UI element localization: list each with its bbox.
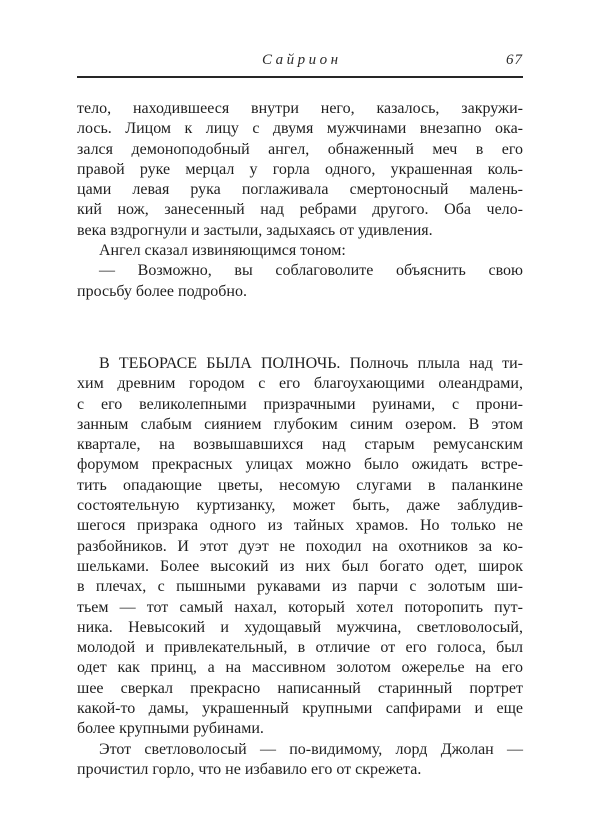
paragraph (77, 99, 523, 241)
text-line: просьбу более подробно. (77, 282, 247, 300)
text-line: состоятельную куртизанку, может быть, даже заблудив- (77, 497, 523, 515)
text-line: тело, находившееся внутри него, казалось, закружи- (77, 100, 523, 117)
text-line: лось. Лицом к лицу с двумя мужчинами внезапно ока- (77, 120, 523, 138)
text-line: века вздрогнули и застыли, задыхаясь от удивления. (77, 221, 433, 239)
text-line: какой-то дамы, украшенный крупными сапфирами и еще (77, 700, 523, 718)
text-line: цами левая рука поглаживала смертоносный малень- (77, 181, 523, 199)
text-line: в плечах, с пышными рукавами из парчи с золотым ши- (77, 578, 523, 596)
text-line: В ТЕБОРАСЕ БЫЛА ПОЛНОЧЬ. Полночь плыла над ти- (99, 354, 523, 372)
text-line: прочистил горло, что не избавило его от скрежета. (77, 760, 422, 778)
text-line: одет как принц, а на массивном золотом ожерелье на его (77, 659, 523, 677)
header-rule (77, 76, 523, 78)
paragraph (77, 241, 523, 261)
text-line: с его великолепными призрачными руинами, с прони- (77, 395, 523, 413)
text-line: форумом прекрасных улицах можно было ожидать встре- (77, 456, 523, 474)
paragraph (77, 261, 523, 302)
text-line: — Возможно, вы соблаговолите объяснить свою (99, 262, 523, 280)
text-line: зался демоноподобный ангел, обнаженный меч в его (77, 140, 523, 158)
text-line: молодой и привлекательный, в отличие от его голоса, был (77, 639, 523, 657)
text-line: квартале, на возвышавшихся над старым ремусанским (77, 436, 523, 454)
text-line: ника. Невысокий и худощавый мужчина, светловолосый, (77, 618, 523, 636)
page-number: 67 (506, 52, 523, 68)
text-line: хим древним городом с его благоухающими олеандрами, (77, 375, 523, 393)
paragraph (77, 740, 523, 781)
running-title: Сайрион (261, 52, 342, 68)
text-line: шее сверкал прекрасно написанный старинный портрет (77, 679, 523, 697)
text-line: шегося призрака одного из тайных храмов. Но только не (77, 517, 523, 535)
paragraph (77, 354, 523, 740)
text-line: Этот светловолосый — по-видимому, лорд Джолан — (99, 740, 523, 758)
text-line: шельками. Более высокий из них был богато одет, широк (77, 557, 523, 575)
text-line: тить опадающие цветы, несомую слугами в паланкине (77, 476, 523, 494)
text-line: разбойников. И этот дуэт не походил на охотников за ко- (77, 537, 523, 555)
page-content (77, 52, 523, 780)
page-header (77, 52, 523, 69)
body-text (77, 99, 523, 780)
text-line: занным слабым сиянием глубоким синим озером. В этом (77, 415, 523, 433)
text-line: более крупными рубинами. (77, 720, 264, 738)
text-line: тьем — тот самый нахал, который хотел поторопить пут- (77, 598, 523, 616)
text-line: правой руке мерцал у горла одного, украшенная коль- (77, 160, 523, 178)
text-line: кий нож, занесенный над ребрами другого. Оба чело- (77, 201, 523, 219)
text-line: Ангел сказал извиняющимся тоном: (99, 242, 346, 260)
